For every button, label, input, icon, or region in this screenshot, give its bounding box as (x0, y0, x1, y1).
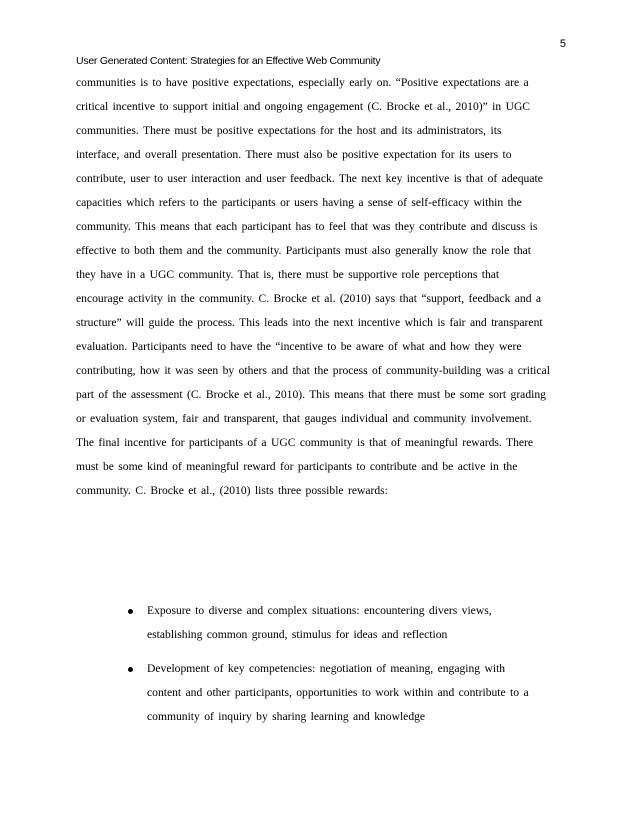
bullet-line: content and other participants, opportunities to work within and contribute to a (147, 686, 529, 699)
bullet-item (128, 604, 568, 652)
paragraph-line: communities is to have positive expectations, especially early on. “Positive expectations are a (76, 76, 529, 89)
bullet-dot-icon (128, 609, 133, 614)
paragraph-line: capacities which refers to the participants or users having a sense of self-efficacy within the (76, 196, 522, 209)
running-head: User Generated Content: Strategies for an Effective Web Community (76, 55, 381, 67)
bullet-line: Exposure to diverse and complex situations: encountering divers views, (147, 604, 492, 617)
body-paragraph (76, 76, 568, 508)
bullet-line: Development of key competencies: negotiation of meaning, engaging with (147, 662, 506, 675)
paragraph-line: critical incentive to support initial and ongoing engagement (C. Brocke et al., 2010)” in UGC (76, 100, 531, 113)
paragraph-line: The final incentive for participants of a UGC community is that of meaningful rewards. There (76, 436, 534, 449)
paragraph-line: effective to both them and the community. Participants must also generally know the role that (76, 244, 532, 257)
paragraph-line: contribute, user to user interaction and user feedback. The next key incentive is that of adequate (76, 172, 543, 185)
paragraph-line: part of the assessment (C. Brocke et al., 2010). This means that there must be some sort grading (76, 388, 546, 401)
paragraph-line: they have in a UGC community. That is, there must be supportive role perceptions that (76, 268, 500, 281)
page-number: 5 (559, 38, 566, 50)
paragraph-line: encourage activity in the community. C. Brocke et al. (2010) says that “support, feedback and a (76, 292, 542, 305)
rewards-bullet-list (128, 604, 568, 744)
bullet-line: establishing common ground, stimulus for ideas and reflection (147, 628, 448, 641)
paragraph-line: communities. There must be positive expectations for the host and its administrators, its (76, 124, 502, 137)
paragraph-line: community. C. Brocke et al., (2010) lists three possible rewards: (76, 484, 388, 497)
paragraph-line: evaluation. Participants need to have the “incentive to be aware of what and how they were (76, 340, 522, 353)
bullet-dot-icon (128, 667, 133, 672)
paragraph-line: structure” will guide the process. This leads into the next incentive which is fair and transparent (76, 316, 543, 329)
bullet-item (128, 662, 568, 734)
paragraph-line: must be some kind of meaningful reward for participants to contribute and be active in the (76, 460, 518, 473)
paragraph-line: community. This means that each participant has to feel that was they contribute and discuss is (76, 220, 538, 233)
paragraph-line: contributing, how it was seen by others and that the process of community-building was a critical (76, 364, 550, 377)
paragraph-line: interface, and overall presentation. There must also be positive expectation for its users to (76, 148, 512, 161)
paragraph-line: or evaluation system, fair and transparent, that gauges individual and community involvement. (76, 412, 532, 425)
bullet-line: community of inquiry by sharing learning and knowledge (147, 710, 426, 723)
